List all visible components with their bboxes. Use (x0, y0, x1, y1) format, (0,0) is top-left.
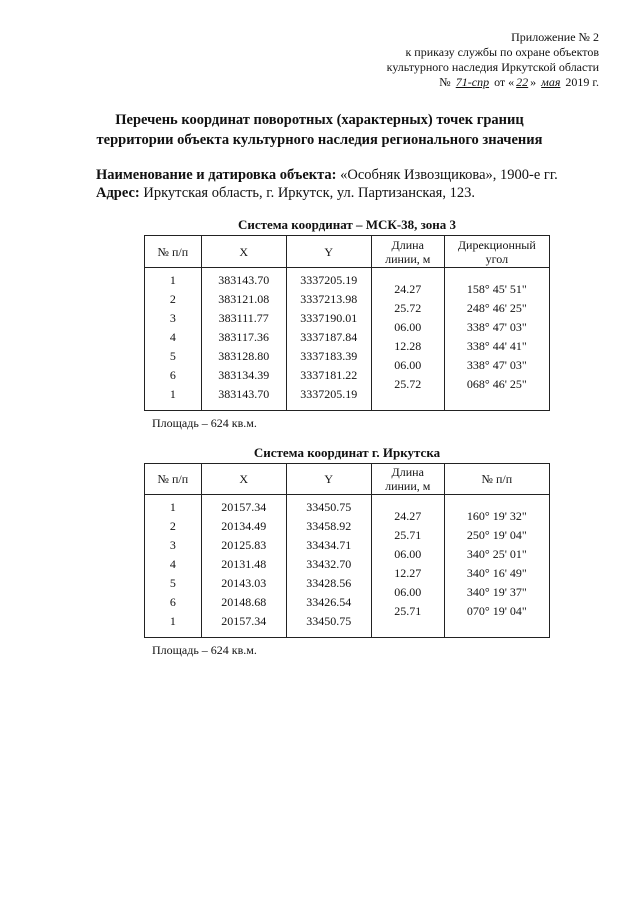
table2-header-num: № п/п (145, 464, 202, 495)
table2-col-length-cell: 06.00 (394, 585, 422, 599)
table2-col-num-cell: 2 (169, 519, 176, 533)
table1-col-x-cell: 383134.39 (218, 368, 270, 382)
table2-col-length-cell: 25.71 (394, 604, 422, 618)
table1-col-x-cell: 383117.36 (218, 330, 269, 344)
table1-header-x: X (201, 236, 286, 268)
table2-col-angle-cell: 250° 19' 04" (466, 528, 527, 542)
table2-col-length-cell: 06.00 (394, 547, 422, 561)
table1-col-num-cell: 1 (169, 273, 176, 287)
table1 (144, 235, 550, 411)
table2-col-x-cell: 20148.68 (221, 595, 267, 609)
table1-col-angle-cell: 248° 46' 25" (466, 301, 527, 315)
table1-header-y: Y (286, 236, 371, 268)
table1-col-y-cell: 3337205.19 (300, 387, 358, 401)
table1-col-length-cell: 25.72 (394, 301, 422, 315)
order-number-prefix: № (439, 75, 451, 89)
table2-col-y-cell: 33458.92 (306, 519, 352, 533)
table1-col-length-cell: 06.00 (394, 320, 422, 334)
table1-col-angle-cell: 068° 46' 25" (466, 377, 527, 391)
table1-col-x-cell: 383128.80 (218, 349, 270, 363)
table2-col-y-cell: 33432.70 (306, 557, 352, 571)
table2-col-y-cell: 33434.71 (306, 538, 352, 552)
table1-col-length (376, 271, 440, 394)
table1-caption: Система координат – МСК-38, зона 3 (237, 217, 457, 232)
order-date-quote: » (530, 75, 537, 89)
table1-col-num-cell: 2 (169, 292, 176, 306)
appendix-line-3: культурного наследия Иркутской области (386, 60, 599, 74)
table2-col-num (149, 498, 197, 631)
table2-col-y-cell: 33450.75 (306, 500, 352, 514)
object-address-line (96, 184, 599, 202)
table2-col-y-cell: 33426.54 (306, 595, 352, 609)
object-name-label: Наименование и датировка объекта: (96, 167, 337, 183)
table1-col-num-cell: 1 (169, 387, 176, 401)
table2-header-last: № п/п (444, 464, 549, 495)
table2-col-y-cell: 33450.75 (306, 614, 352, 628)
table2-col-angle-cell: 340° 19' 37" (466, 585, 527, 599)
table2-col-num-cell: 6 (169, 595, 176, 609)
appendix-header (339, 30, 599, 90)
table2-col-length (376, 498, 440, 621)
table1-col-y-cell: 3337183.39 (300, 349, 358, 363)
table1-col-length-cell: 24.27 (394, 282, 422, 296)
order-number-handwritten: 71-спр (455, 75, 490, 89)
table2-section (144, 445, 550, 658)
table1-col-x-cell: 383121.08 (218, 292, 270, 306)
table1-section (144, 217, 550, 431)
table1-col-num (149, 271, 197, 404)
table1-col-y-cell: 3337187.84 (300, 330, 358, 344)
table2-header-length: Длина линии, м (371, 464, 444, 495)
object-address-value: Иркутская область, г. Иркутск, ул. Партизанская, 123. (139, 185, 475, 201)
order-date-prefix: от « (494, 75, 515, 89)
appendix-line-2: к приказу службы по охране объектов (405, 45, 599, 59)
table2-col-angle-cell: 340° 25' 01" (466, 547, 527, 561)
order-year: 2019 г. (565, 75, 599, 89)
table1-col-angle-cell: 338° 47' 03" (466, 358, 527, 372)
table2-col-x-cell: 20125.83 (221, 538, 267, 552)
table2-area: Площадь – 624 кв.м. (152, 643, 257, 657)
table2-col-x-cell: 20157.34 (221, 614, 267, 628)
object-name-value: «Особняк Извозщикова», 1900-е гг. (336, 167, 558, 183)
table1-col-x-cell: 383143.70 (218, 387, 270, 401)
table1-row (145, 268, 550, 411)
table2-caption: Система координат г. Иркутска (253, 445, 441, 460)
table2-row (145, 495, 550, 638)
table1-col-angle-cell: 158° 45' 51" (466, 282, 527, 296)
table1-col-x (206, 271, 282, 404)
title-line-2: территории объекта культурного наследия регионального значения (96, 132, 543, 148)
order-day-handwritten: 22 (516, 75, 529, 89)
object-info (96, 166, 599, 202)
table2-col-angle (449, 498, 545, 621)
table1-col-y-cell: 3337190.01 (300, 311, 358, 325)
table2-col-length-cell: 24.27 (394, 509, 422, 523)
table2-col-num-cell: 1 (169, 614, 176, 628)
table1-header-angle: Дирекционный угол (444, 236, 549, 268)
document-title (0, 110, 639, 150)
table2-col-angle-cell: 070° 19' 04" (466, 604, 527, 618)
table2-col-x-cell: 20134.49 (221, 519, 267, 533)
table1-area: Площадь – 624 кв.м. (152, 416, 257, 430)
table1-col-y-cell: 3337181.22 (300, 368, 358, 382)
object-name-line (96, 166, 599, 184)
table2-header-y: Y (286, 464, 371, 495)
table2-col-x-cell: 20157.34 (221, 500, 267, 514)
table1-col-num-cell: 3 (169, 311, 176, 325)
table2-col-angle-cell: 160° 19' 32" (466, 509, 527, 523)
table2 (144, 463, 550, 638)
table2-col-y (291, 498, 367, 631)
table1-col-x-cell: 383111.77 (218, 311, 269, 325)
table1-col-length-cell: 12.28 (394, 339, 422, 353)
table2-header-x: X (201, 464, 286, 495)
table2-col-y-cell: 33428.56 (306, 576, 352, 590)
table2-col-x-cell: 20143.03 (221, 576, 267, 590)
table1-header-length: Длина линии, м (371, 236, 444, 268)
table2-col-num-cell: 1 (169, 500, 176, 514)
table1-col-y-cell: 3337213.98 (300, 292, 358, 306)
table1-col-angle (449, 271, 545, 394)
table2-col-length-cell: 12.27 (394, 566, 422, 580)
appendix-line-1: Приложение № 2 (511, 30, 599, 44)
table1-col-num-cell: 4 (169, 330, 176, 344)
table1-col-num-cell: 6 (169, 368, 176, 382)
table2-col-angle-cell: 340° 16' 49" (466, 566, 527, 580)
table1-col-num-cell: 5 (169, 349, 176, 363)
table1-header-num: № п/п (145, 236, 202, 268)
table1-col-length-cell: 25.72 (394, 377, 422, 391)
table1-col-y-cell: 3337205.19 (300, 273, 358, 287)
table1-col-y (291, 271, 367, 404)
table1-col-angle-cell: 338° 44' 41" (466, 339, 527, 353)
appendix-order-line (339, 75, 599, 90)
table2-col-num-cell: 4 (169, 557, 176, 571)
table1-col-length-cell: 06.00 (394, 358, 422, 372)
order-month-handwritten: мая (541, 75, 561, 89)
table2-col-num-cell: 3 (169, 538, 176, 552)
table2-col-length-cell: 25.71 (394, 528, 422, 542)
table1-col-x-cell: 383143.70 (218, 273, 270, 287)
table1-col-angle-cell: 338° 47' 03" (466, 320, 527, 334)
table2-col-num-cell: 5 (169, 576, 176, 590)
object-address-label: Адрес: (96, 185, 140, 201)
table2-col-x (206, 498, 282, 631)
title-line-1: Перечень координат поворотных (характерных) точек границ (115, 112, 524, 128)
table2-col-x-cell: 20131.48 (221, 557, 267, 571)
